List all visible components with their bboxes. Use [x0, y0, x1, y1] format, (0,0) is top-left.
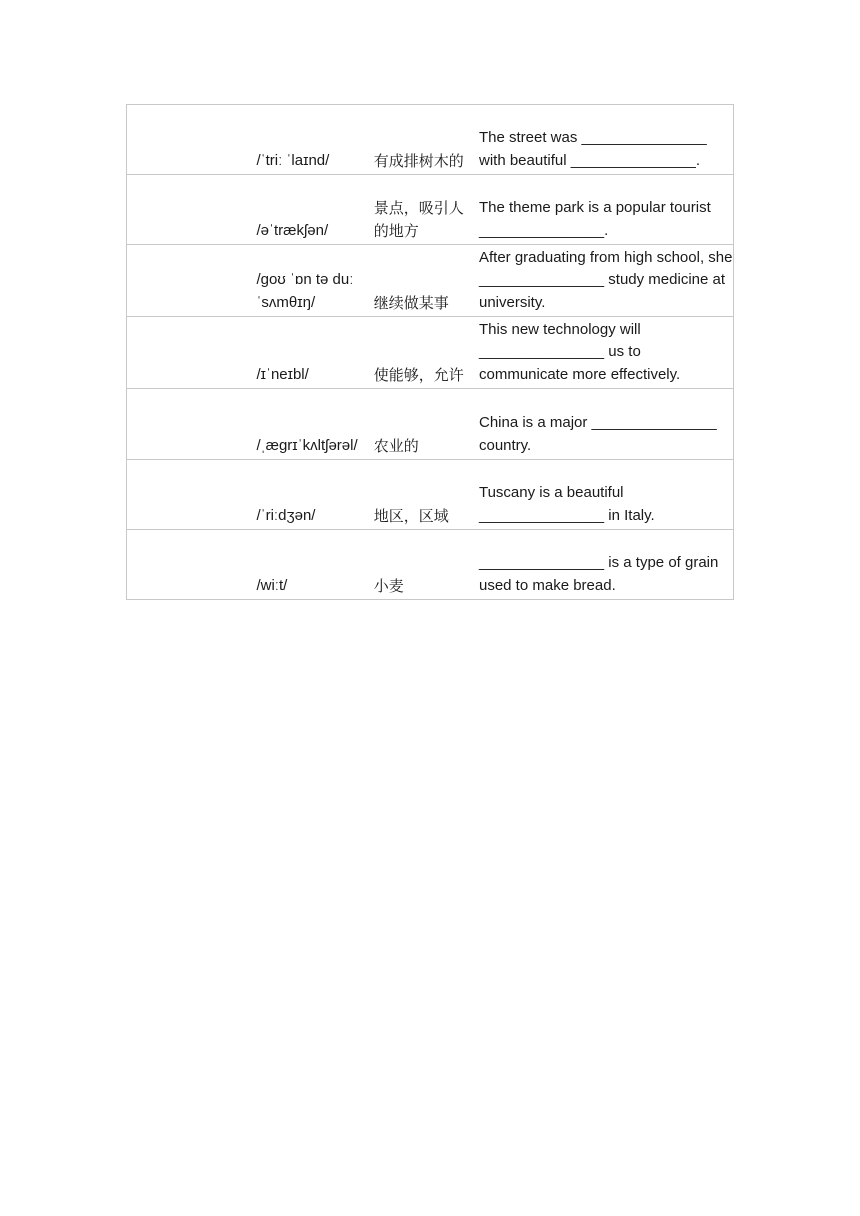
chinese-meaning-cell: 继续做某事: [370, 245, 475, 317]
table-row: [127, 389, 734, 460]
word-cell[interactable]: [127, 105, 253, 175]
vocabulary-table: [126, 104, 737, 600]
chinese-meaning-cell: 小麦: [370, 530, 475, 600]
chinese-meaning-cell: 景点，吸引人的地方: [370, 175, 475, 245]
chinese-meaning-cell: 农业的: [370, 389, 475, 460]
table-row: [127, 317, 734, 389]
example-sentence-cell: The street was _______________ with beautiful _______________.: [475, 105, 734, 175]
table-row: [127, 245, 734, 317]
word-cell[interactable]: [127, 460, 253, 530]
word-cell[interactable]: [127, 245, 253, 317]
phonetic-cell: /goʊ ˈɒn tə duː ˈsʌmθɪŋ/: [252, 245, 369, 317]
table-row: [127, 175, 734, 245]
phonetic-cell: /ˈtriː ˈlaɪnd/: [252, 105, 369, 175]
table-row: [127, 530, 734, 600]
phonetic-cell: /wiːt/: [252, 530, 369, 600]
example-sentence-cell: After graduating from high school, she _______________ study medicine at university.: [475, 245, 734, 317]
example-sentence-cell: Tuscany is a beautiful _______________ in Italy.: [475, 460, 734, 530]
example-sentence-cell: _______________ is a type of grain used to make bread.: [475, 530, 734, 600]
word-cell[interactable]: [127, 175, 253, 245]
word-cell[interactable]: [127, 530, 253, 600]
phonetic-cell: /əˈtrækʃən/: [252, 175, 369, 245]
phonetic-cell: /ɪˈneɪbl/: [252, 317, 369, 389]
word-cell[interactable]: [127, 317, 253, 389]
chinese-meaning-cell: 有成排树木的: [370, 105, 475, 175]
chinese-meaning-cell: 使能够，允许: [370, 317, 475, 389]
example-sentence-cell: This new technology will _______________ us to communicate more effectively.: [475, 317, 734, 389]
table-row: [127, 460, 734, 530]
phonetic-cell: /ˌægrɪˈkʌltʃərəl/: [252, 389, 369, 460]
word-cell[interactable]: [127, 389, 253, 460]
table-row: [127, 105, 734, 175]
chinese-meaning-cell: 地区，区域: [370, 460, 475, 530]
example-sentence-cell: China is a major _______________ country.: [475, 389, 734, 460]
example-sentence-cell: The theme park is a popular tourist _______________.: [475, 175, 734, 245]
phonetic-cell: /ˈriːdʒən/: [252, 460, 369, 530]
